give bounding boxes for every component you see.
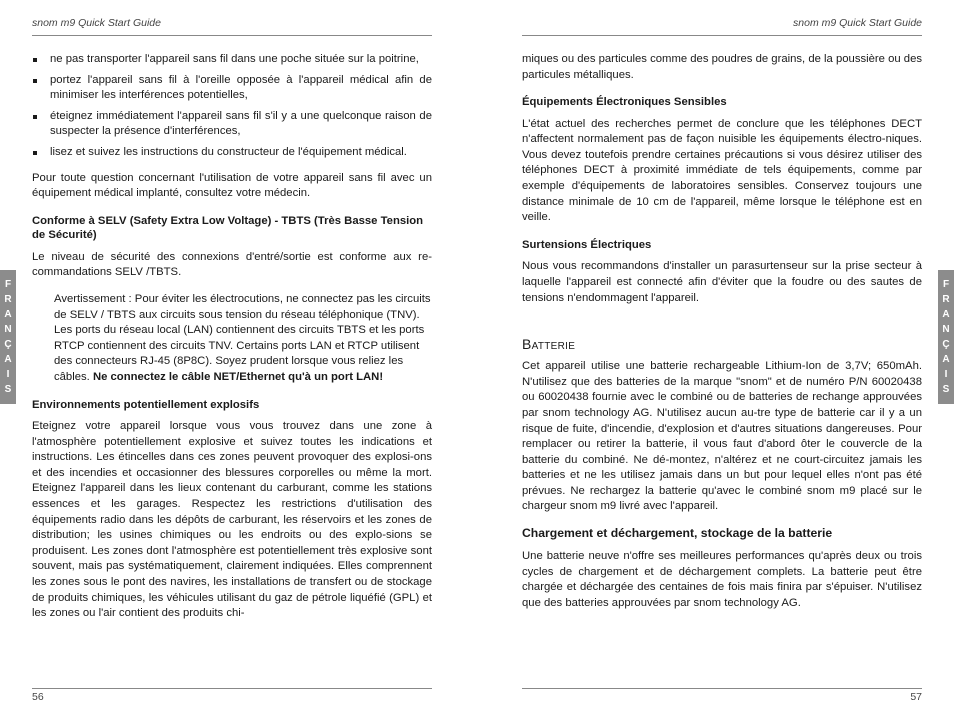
tab-letter: F	[942, 279, 950, 290]
bullet-icon	[33, 79, 37, 83]
warning-block	[54, 292, 432, 386]
bullet-icon	[33, 115, 37, 119]
charging-paragraph: Une batterie neuve n'offre ses meilleures performances qu'après deux ou trois cycles de chargement et de déchargement complets. La batterie peut être chargée et déchargée des centaines de fois mais finira par s'épuiser. N'utilisez que des batteries approuvées par snom technology AG.	[522, 550, 922, 609]
warning-bold-text: Ne connectez le câble NET/Ethernet qu'à un port LAN!	[92, 370, 384, 383]
battery-paragraph: Cet appareil utilise une batterie rechargeable Lithium-Ion de 3,7V; 650mAh. N'utilisez que des batteries de la marque "snom" et de numéro P/N 60020438 ou 60020438 fournie avec le combiné ou de batteries de rechange approuvées par snom technology AG. N'utilisez aucun au-tre type de batterie car il y a un risque de fuite, d'incendie, d'explosion et d'autres situations dangereuses. Pour remplacer ou retirer la batterie, il vous faut d'abord ôter le couvercle de la batterie du combiné. Ne dé-montez, n'altérez et ne court-circuitez jamais les batteries et ne les utilisez jamais dans un but pour lequel elles n'ont pas été prévues. Ne rechargez la batterie qu'avec le combiné snom m9 placé sur le chargeur snom m9 livré avec l'appareil.	[522, 360, 922, 513]
page-number: 57	[910, 691, 922, 703]
language-tab-left	[0, 270, 16, 404]
list-item: portez l'appareil sans fil à l'oreille opposée à l'appareil médical afin de minimiser les interférences potentielles,	[32, 73, 432, 104]
list-item: ne pas transporter l'appareil sans fil dans une poche située sur la poitrine,	[32, 52, 432, 68]
right-page-body	[522, 52, 922, 622]
tab-letter: F	[4, 279, 12, 290]
tab-letter: I	[944, 369, 948, 380]
header-rule	[32, 35, 432, 36]
list-item: éteignez immédiatement l'appareil sans fil s'il y a une quelconque raison de suspecter la présence d'interférences,	[32, 109, 432, 140]
footer-rule	[32, 688, 432, 689]
medical-paragraph: Pour toute question concernant l'utilisation de votre appareil sans fil avec un équipement médical implanté, consultez votre médecin.	[32, 171, 432, 200]
tab-letter: R	[942, 294, 950, 305]
warning-text: Avertissement : Pour éviter les électrocutions, ne connectez pas les circuits de SELV / TBTS aux circuits sous tension du réseau téléphonique (TNV). Les ports du réseau local (LAN) contiennent des circuits TBTS et les ports RTCP contiennent des circuits TNV. Certains ports LAN et RTCP utilisent des connecteurs RJ-45 (8P8C). Soyez prudent lorsque vous reliez les câbles.	[54, 292, 431, 383]
running-head: snom m9 Quick Start Guide	[32, 17, 161, 29]
tab-letter: A	[942, 354, 950, 365]
left-page	[32, 0, 432, 727]
tab-letter: A	[4, 354, 12, 365]
page-number: 56	[32, 691, 44, 703]
list-item: lisez et suivez les instructions du constructeur de l'équipement médical.	[32, 145, 432, 161]
tab-letter: A	[942, 309, 950, 320]
bullet-icon	[33, 58, 37, 62]
tab-letter: R	[4, 294, 12, 305]
tab-letter: N	[4, 324, 12, 335]
running-head: snom m9 Quick Start Guide	[793, 17, 922, 29]
footer-rule	[522, 688, 922, 689]
tab-letter: N	[942, 324, 950, 335]
precaution-list	[32, 52, 432, 161]
selv-heading: Conforme à SELV (Safety Extra Low Voltage) - TBTS (Très Basse Tension de Sécurité)	[32, 214, 424, 242]
charging-heading: Chargement et déchargement, stockage de la batterie	[522, 526, 833, 541]
tab-letter: S	[4, 384, 12, 395]
bullet-icon	[33, 151, 37, 155]
battery-heading: Batterie	[522, 336, 576, 353]
equipment-heading: Équipements Électroniques Sensibles	[522, 96, 727, 109]
language-tab-right	[938, 270, 954, 404]
surge-heading: Surtensions Électriques	[522, 238, 652, 251]
continued-paragraph: miques ou des particules comme des poudres de grains, de la poussière ou des particules métalliques.	[522, 53, 923, 81]
tab-letter: S	[942, 384, 950, 395]
tab-letter: Ç	[4, 339, 12, 350]
tab-letter: I	[6, 369, 10, 380]
tab-letter: A	[4, 309, 12, 320]
explosive-paragraph: Eteignez votre appareil lorsque vous vous trouvez dans une zone à l'atmosphère potentiellement explosive et suivez toutes les indications et instructions. Les étincelles dans ces zones peuvent provoquer des explosi-ons et des incendies et occasionner des blessures corporelles ou même la mort. Eteignez l'appareil dans les lieux contenant du carburant, comme les stations essences et les garages. Respectez les restrictions d'utilisation des équipements radio dans les dépôts de carburant, les réservoirs et les zones de distribution; les usines chimiques ou les endroits ou des explo-sions se produisent. Les zones dont l'atmosphère est potentiellement très explosive sont souvent, mais pas systématiquement, clairement indiquées. Elles comprennent les zones sous le pont des navires, les installations de transfert ou de stockage de produits chimiques, les véhicules utilisant du gaz de pétrole liquéfié (GPL) et les zones ou l'air contient des produits chi-	[32, 420, 432, 620]
selv-paragraph: Le niveau de sécurité des connexions d'entré/sortie est conforme aux re-commandations SELV /TBTS.	[32, 250, 432, 279]
surge-paragraph: Nous vous recommandons d'installer un parasurtenseur sur la prise secteur à laquelle l'appareil est connecté afin d'éviter que la foudre ou des sautes de tensions n'endommagent l'appareil.	[522, 260, 922, 304]
right-page	[522, 0, 922, 727]
left-page-body	[32, 52, 432, 633]
tab-letter: Ç	[942, 339, 950, 350]
explosive-heading: Environnements potentiellement explosifs	[32, 398, 260, 411]
equipment-paragraph: L'état actuel des recherches permet de conclure que les téléphones DECT n'affectent normalement pas de façon nuisible les équipements électro-niques. Vous devez toutefois prendre certaines précautions si vous désirez utiliser des téléphones DECT à proximité immédiate de tels équipements, comme par exemple d'équipements de laboratoires sensibles. Conservez toujours une distance minimale de 10 cm de l'appareil, même lorsque le téléphone est en veille.	[522, 117, 922, 224]
header-rule	[522, 35, 922, 36]
